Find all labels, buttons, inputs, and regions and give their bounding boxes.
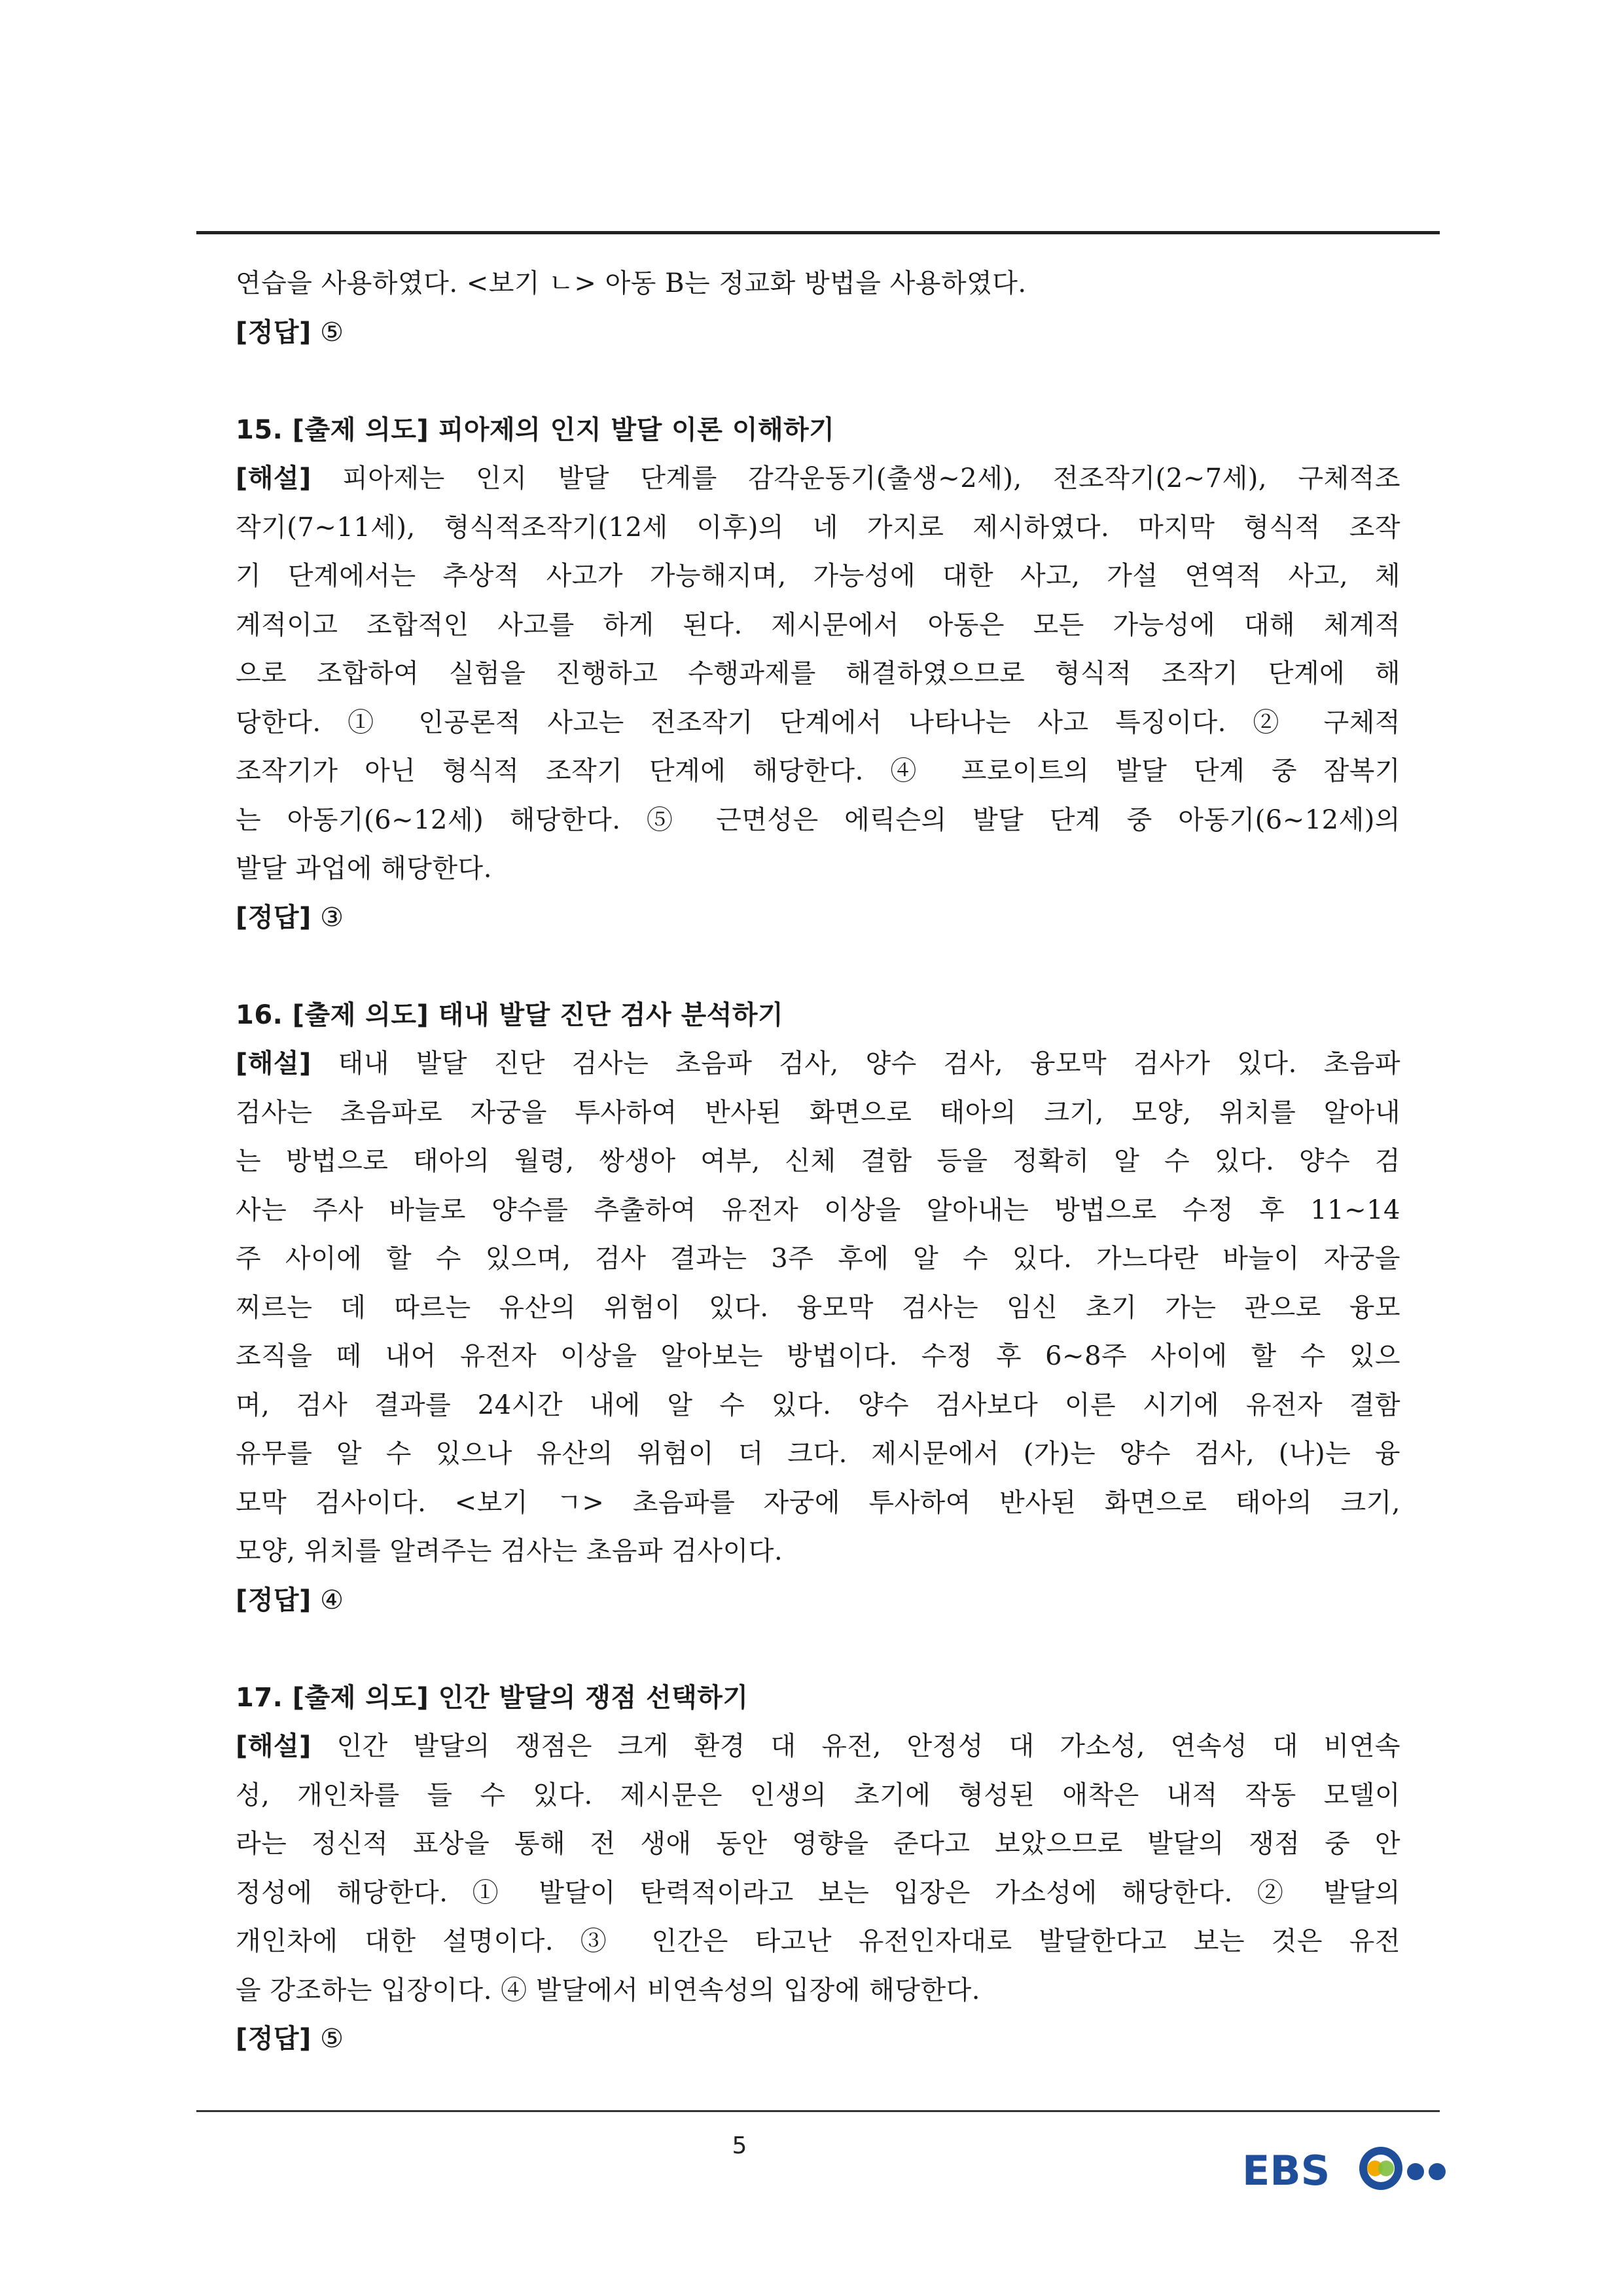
explanation-text: 인간 발달의 쟁점은 크게 환경 대 유전, 안정성 대 가소성, 연속성 대 비연속 [311, 1731, 1400, 1761]
explanation-line: 주 사이에 할 수 있으며, 검사 결과는 3주 후에 알 수 있다. 가느다란 바늘이 자궁을 [236, 1244, 1400, 1274]
explanation-line: 모양, 위치를 알려주는 검사는 초음파 검사이다. [236, 1536, 783, 1566]
answer-value: ④ [320, 1585, 344, 1615]
page-number: 5 [732, 2132, 747, 2159]
explanation-line: 조작기가 아닌 형식적 조작기 단계에 해당한다. ④ 프로이트의 발달 단계 중 잠복기 [236, 756, 1400, 786]
section-heading: 15. [출제 의도] 피아제의 인지 발달 이론 이해하기 [236, 414, 835, 445]
explanation-sections [236, 406, 1400, 2064]
continuation-text: 연습을 사용하였다. <보기 ㄴ> 아동 B는 정교화 방법을 사용하였다. [236, 268, 1027, 298]
section-spacer [236, 357, 1400, 406]
explanation-line [236, 454, 1400, 503]
explanation-line: 작기(7~11세), 형식적조작기(12세 이후)의 네 가지로 제시하였다. 마지막 형식적 조작 [236, 512, 1400, 543]
answer-label: [정답] [236, 2024, 312, 2054]
explanation-line: 라는 정신적 표상을 통해 전 생애 동안 영향을 준다고 보았으므로 발달의 쟁점 중 안 [236, 1829, 1400, 1859]
header-rule [196, 231, 1440, 234]
section-heading: 16. [출제 의도] 태내 발달 진단 검사 분석하기 [236, 999, 784, 1030]
section-answer [236, 1576, 1400, 1625]
explanation-line: 계적이고 조합적인 사고를 하게 된다. 제시문에서 아동은 모든 가능성에 대해 체계적 [236, 609, 1400, 640]
explanation-line: 조직을 떼 내어 유전자 이상을 알아보는 방법이다. 수정 후 6~8주 사이에 할 수 있으 [236, 1341, 1400, 1371]
answer-label: [정답] [236, 317, 312, 348]
explanation-line: 정성에 해당한다. ① 발달이 탄력적이라고 보는 입장은 가소성에 해당한다. ② 발달의 [236, 1877, 1400, 1908]
explanation-text: 피아제는 인지 발달 단계를 감각운동기(출생~2세), 전조작기(2~7세), 구체적조 [311, 463, 1400, 493]
answer-label: [정답] [236, 1585, 312, 1615]
explanation-text: 태내 발달 진단 검사는 초음파 검사, 양수 검사, 융모막 검사가 있다. 초음파 [311, 1049, 1400, 1079]
section-answer [236, 2015, 1400, 2064]
explanation-line: 모막 검사이다. <보기 ㄱ> 초음파를 자궁에 투사하여 반사된 화면으로 태아의 크기, [236, 1487, 1400, 1518]
explanation-line: 을 강조하는 입장이다. ④ 발달에서 비연속성의 입장에 해당한다. [236, 1975, 980, 2005]
explanation-line: 발달 과업에 해당한다. [236, 853, 492, 884]
explanation-line: 는 아동기(6~12세) 해당한다. ⑤ 근면성은 에릭슨의 발달 단계 중 아동기(6~12세)의 [236, 804, 1400, 835]
explanation-label: [해설] [236, 1049, 312, 1079]
explanation-line [236, 1722, 1400, 1771]
footer-rule [196, 2110, 1440, 2112]
explanation-line: 성, 개인차를 들 수 있다. 제시문은 인생의 초기에 형성된 애착은 내적 작동 모델이 [236, 1780, 1400, 1810]
section-spacer [236, 1624, 1400, 1674]
explanation-line: 유무를 알 수 있으나 유산의 위험이 더 크다. 제시문에서 (가)는 양수 검사, (나)는 융 [236, 1439, 1400, 1469]
ebs-logo-text: EBS [1242, 2147, 1330, 2195]
continuation-answer [236, 308, 1400, 357]
explanation-line: 개인차에 대한 설명이다. ③ 인간은 타고난 유전인자대로 발달한다고 보는 것은 유전 [236, 1926, 1400, 1956]
answer-value: ⑤ [320, 2024, 344, 2054]
explanation-line: 검사는 초음파로 자궁을 투사하여 반사된 화면으로 태아의 크기, 모양, 위치를 알아내 [236, 1097, 1400, 1128]
ebs-logo [1242, 2139, 1452, 2198]
explanation-label: [해설] [236, 1731, 312, 1761]
explanation-label: [해설] [236, 463, 312, 493]
section-spacer [236, 942, 1400, 991]
section-answer [236, 893, 1400, 942]
section-heading: 17. [출제 의도] 인간 발달의 쟁점 선택하기 [236, 1682, 749, 1713]
answer-value: ③ [320, 902, 344, 933]
explanation-line: 기 단계에서는 추상적 사고가 가능해지며, 가능성에 대한 사고, 가설 연역적 사고, 체 [236, 561, 1400, 591]
answer-value: ⑤ [320, 317, 344, 348]
explanation-line [236, 1039, 1400, 1088]
explanation-line: 사는 주사 바늘로 양수를 추출하여 유전자 이상을 알아내는 방법으로 수정 후 11~14 [236, 1194, 1400, 1225]
explanation-line: 며, 검사 결과를 24시간 내에 알 수 있다. 양수 검사보다 이른 시기에 유전자 결함 [236, 1390, 1400, 1420]
explanation-line: 으로 조합하여 실험을 진행하고 수행과제를 해결하였으므로 형식적 조작기 단계에 해 [236, 658, 1400, 689]
answer-label: [정답] [236, 902, 312, 933]
document-body [236, 259, 1400, 2064]
explanation-line: 는 방법으로 태아의 월령, 쌍생아 여부, 신체 결함 등을 정확히 알 수 있다. 양수 검 [236, 1146, 1400, 1176]
explanation-line: 당한다. ① 인공론적 사고는 전조작기 단계에서 나타나는 사고 특징이다. ② 구체적 [236, 707, 1400, 738]
explanation-line: 찌르는 데 따르는 유산의 위험이 있다. 융모막 검사는 임신 초기 가는 관으로 융모 [236, 1292, 1400, 1323]
